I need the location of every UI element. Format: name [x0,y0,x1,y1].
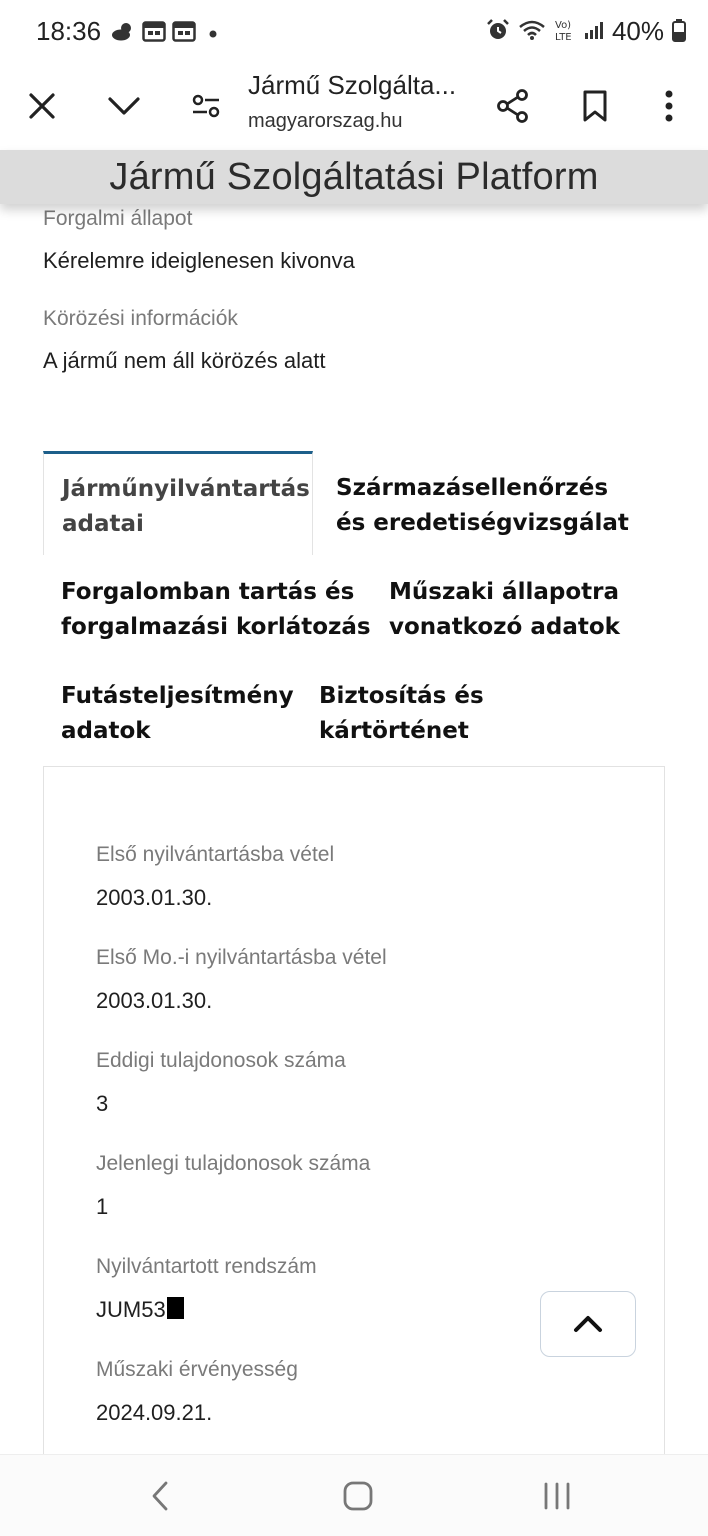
status-bar [0,0,708,66]
bookmark-button[interactable] [567,78,623,134]
field-label: Jelenlegi tulajdonosok száma [96,1152,371,1175]
back-icon [150,1480,170,1512]
svg-text:LTE: LTE [554,31,572,42]
nav-recents-button[interactable] [527,1473,587,1519]
field-traffic-status [43,205,663,277]
calendar-icon [142,20,166,46]
field-value: 2003.01.30. [96,885,213,910]
tab-traffic-restrictions[interactable] [61,575,371,645]
tab-label-line: adatok [61,718,151,744]
volte-icon [554,18,576,46]
chevron-up-icon [573,1314,603,1334]
field-first-registration [96,840,387,943]
tab-label-line: Biztosítás és [319,683,484,709]
field-label: Körözési információk [43,307,238,330]
page-info-button[interactable] [178,78,234,134]
field-label: Első Mo.-i nyilvántartásba vétel [96,946,387,969]
field-label: Nyilvántartott rendszám [96,1255,317,1278]
battery-percent: 40% [611,16,664,46]
battery-icon [672,18,686,46]
system-nav-bar [0,1454,708,1536]
field-wanted-info [43,305,663,377]
close-icon [28,92,56,120]
status-system-icons [486,16,686,47]
tab-insurance-history[interactable] [319,679,484,749]
tab-label-line: adatai [62,511,144,537]
recents-icon [542,1481,572,1511]
scroll-to-top-button[interactable] [540,1291,636,1357]
field-first-hu-registration [96,943,387,1046]
weather-icon [110,20,136,46]
field-previous-owners [96,1046,387,1149]
browser-toolbar [0,66,708,150]
field-value: 3 [96,1091,109,1116]
signal-icon [584,20,604,44]
field-label: Forgalmi állapot [43,207,193,230]
tab-label-line: Műszaki állapotra [389,579,619,605]
tab-label-line: Származásellenőrzés [336,475,609,501]
vehicle-status-section [43,205,663,405]
minimize-button[interactable] [96,78,152,134]
tab-label-line: Járműnyilvántartás [62,476,310,502]
tab-mileage-data[interactable] [61,679,294,749]
platform-title: Jármű Szolgáltatási Platform [109,155,599,198]
tab-label-line: kártörténet [319,718,469,744]
nav-home-button[interactable] [328,1473,388,1519]
more-options-button[interactable] [641,78,697,134]
tab-label-line: Forgalomban tartás és [61,579,355,605]
redaction-block [167,1297,184,1319]
field-technical-validity [96,1355,387,1458]
field-value: 1 [96,1194,109,1219]
field-value: 2003.01.30. [96,988,213,1013]
field-value-wrap [96,1294,387,1326]
field-value: Kérelemre ideiglenesen kivonva [43,248,355,273]
tab-label-line: vonatkozó adatok [389,614,620,640]
field-value: 2024.09.21. [96,1400,213,1425]
field-value: JUM53 [96,1297,166,1322]
field-label: Műszaki érvényesség [96,1358,298,1381]
tab-origin-check[interactable] [336,471,629,541]
tune-icon [191,93,221,119]
home-icon [343,1481,373,1511]
tab-content-panel [43,766,665,1486]
more-vert-icon [664,90,674,122]
nav-back-button[interactable] [130,1473,190,1519]
platform-header [0,150,708,204]
tab-technical-condition[interactable] [389,575,620,645]
status-notification-icons [110,20,218,46]
share-button[interactable] [485,78,541,134]
field-current-owners [96,1149,387,1252]
close-button[interactable] [14,78,70,134]
field-value: A jármű nem áll körözés alatt [43,348,326,373]
field-plate-number [96,1252,387,1355]
tab-label-line: forgalmazási korlátozás [61,614,371,640]
tab-label-line: Futásteljesítmény [61,683,294,709]
alarm-icon [486,18,510,46]
chevron-down-icon [107,95,141,117]
field-label: Első nyilvántartásba vétel [96,843,335,866]
field-label: Eddigi tulajdonosok száma [96,1049,346,1072]
bookmark-icon [582,90,608,122]
page-title: Jármű Szolgálta... [248,70,457,100]
page-url: magyarorszag.hu [248,110,403,132]
status-time: 18:36 [36,16,102,46]
tab-label-line: és eredetiségvizsgálat [336,510,629,536]
dot-icon [208,24,218,43]
svg-text:Vo): Vo) [554,19,572,31]
calendar-icon [172,20,196,46]
registration-fields [96,840,387,1458]
share-icon [496,89,530,123]
wifi-icon [518,19,546,45]
tab-registration-data[interactable] [43,451,313,555]
